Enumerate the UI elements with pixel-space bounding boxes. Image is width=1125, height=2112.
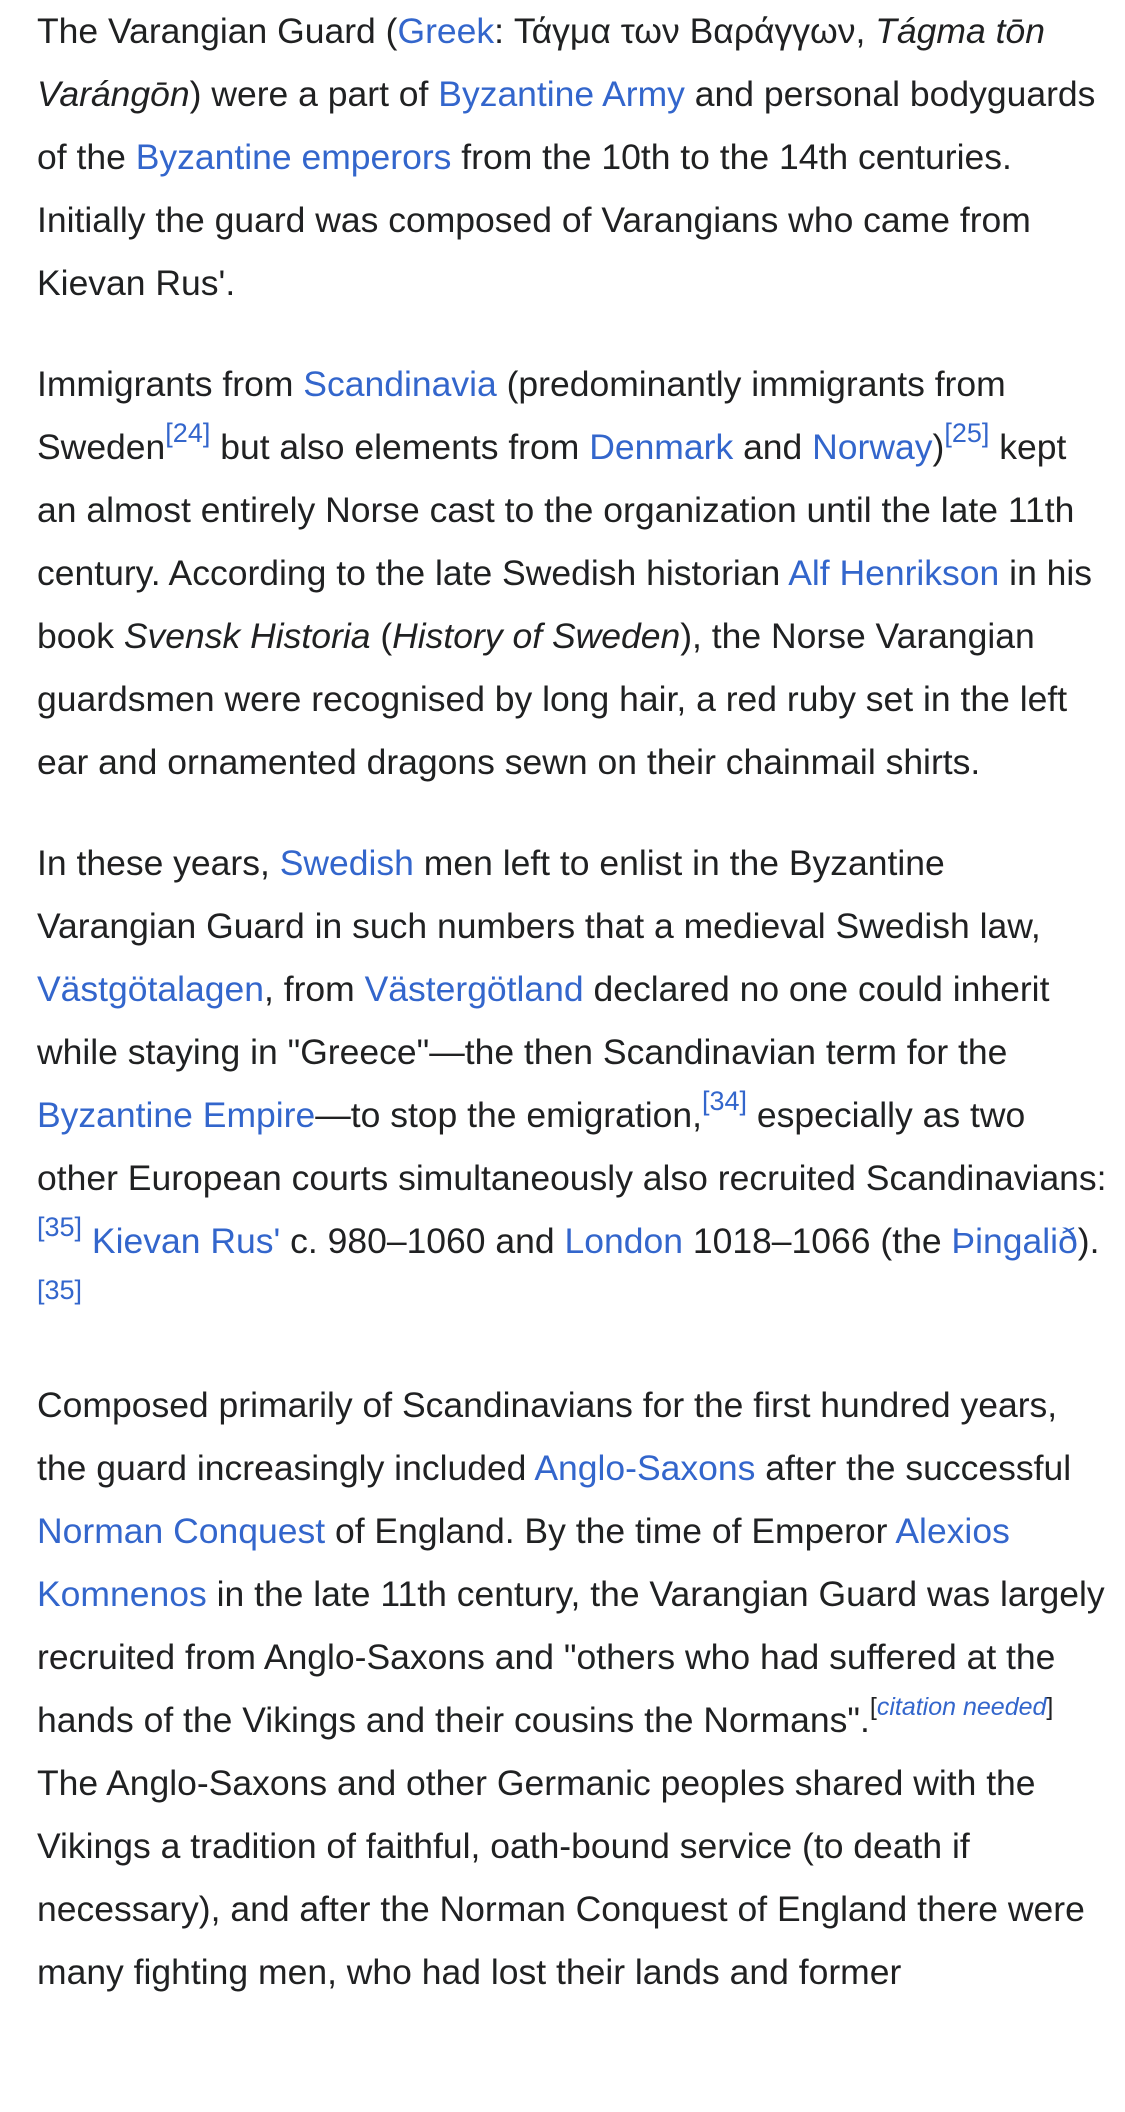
text-run: The Varangian Guard ( — [37, 11, 398, 51]
text-run — [82, 1221, 92, 1261]
text-run: c. 980–1060 and — [280, 1221, 565, 1261]
text-run: ) — [932, 427, 945, 467]
link-vastgotalagen[interactable]: Västgötalagen — [37, 969, 264, 1009]
italic-text: Tágma tōn Varángōn — [37, 11, 1045, 114]
text-run: ( — [370, 616, 393, 656]
paragraph-1 — [37, 0, 1107, 315]
italic-text: History of Sweden — [392, 616, 681, 656]
link-denmark[interactable]: Denmark — [589, 427, 734, 467]
text-run: In these years, — [37, 843, 280, 883]
text-run: men left to enlist in the Byzantine Varangian Guard in such numbers that a medieval Swedish law, — [37, 843, 1041, 946]
link-kievan-rus[interactable]: Kievan Rus' — [91, 1221, 281, 1261]
text-run: ). — [1077, 1221, 1100, 1261]
text-run: ), the Norse Varangian guardsmen were recognised by long hair, a red ruby set in the left ear and ornamented dragons sewn on their chainmail shirts. — [37, 616, 1068, 782]
text-run: from the 10th to the 14th centuries. Initially the guard was composed of Varangians who came from Kievan Rus'. — [37, 137, 1031, 303]
link-byzantine-army[interactable]: Byzantine Army — [438, 74, 685, 114]
text-run: —to stop the emigration, — [315, 1095, 702, 1135]
paragraph-4 — [37, 1374, 1107, 2004]
text-run: kept an almost entirely Norse cast to the organization until the late 11th century. According to the late Swedish historian — [37, 427, 1075, 593]
citation-needed — [870, 1693, 1054, 1721]
citation-25[interactable]: [25] — [944, 418, 990, 448]
link-norway[interactable]: Norway — [812, 427, 933, 467]
link-norman-conquest[interactable]: Norman Conquest — [37, 1511, 326, 1551]
article-body — [37, 0, 1107, 2042]
text-run: The Anglo-Saxons and other Germanic peoples shared with the Vikings a tradition of faithful, oath-bound service (to death if necessary), and after the Norman Conquest of England there were many fighting men, who had lost their lands and former — [37, 1763, 1085, 1992]
text-run: in the late 11th century, the Varangian Guard was largely recruited from Anglo-Saxons and "others who had suffered at the hands of the Vikings and their cousins the Normans". — [37, 1574, 1105, 1740]
link-anglo-saxons[interactable]: Anglo-Saxons — [534, 1448, 756, 1488]
text-run: , from — [264, 969, 365, 1009]
link-byzantine-empire[interactable]: Byzantine Empire — [37, 1095, 316, 1135]
paragraph-3 — [37, 832, 1107, 1336]
italic-text: Svensk Historia — [123, 616, 371, 656]
citation-35[interactable]: [35] — [37, 1212, 83, 1242]
text-run: 1018–1066 (the — [682, 1221, 952, 1261]
link-alexios-komnenos[interactable]: Alexios Komnenos — [37, 1511, 1010, 1614]
text-run: especially as two other European courts simultaneously also recruited Scandinavians: — [37, 1095, 1107, 1198]
citation-35[interactable]: [35] — [37, 1275, 83, 1305]
link-swedish[interactable]: Swedish — [279, 843, 414, 883]
bracket-open: [ — [869, 1693, 877, 1721]
link-alf-henrikson[interactable]: Alf Henrikson — [788, 553, 1000, 593]
text-run: in his book — [37, 553, 1093, 656]
link-byzantine-emperors[interactable]: Byzantine emperors — [135, 137, 452, 177]
text-run: and — [733, 427, 813, 467]
text-run: of England. By the time of Emperor — [325, 1511, 896, 1551]
text-run: but also elements from — [210, 427, 590, 467]
text-run: after the successful — [755, 1448, 1072, 1488]
text-run: : Τάγμα των Βαράγγων, — [494, 11, 876, 51]
text-run: declared no one could inherit while staying in "Greece"—the then Scandinavian term for the — [37, 969, 1050, 1072]
text-run: Immigrants from — [37, 364, 304, 404]
link-london[interactable]: London — [564, 1221, 683, 1261]
citation-34[interactable]: [34] — [701, 1086, 748, 1116]
text-run: and personal bodyguards of the — [37, 74, 1096, 177]
link-vastergotland[interactable]: Västergötland — [364, 969, 584, 1009]
citation-needed-link[interactable]: citation needed — [876, 1693, 1047, 1721]
link-thingalid[interactable]: Þingalið — [951, 1221, 1078, 1261]
text-run: (predominantly immigrants from Sweden — [37, 364, 1006, 467]
text-run: Composed primarily of Scandinavians for the first hundred years, the guard increasingly included — [37, 1385, 1058, 1488]
paragraph-2 — [37, 353, 1107, 794]
link-greek[interactable]: Greek — [397, 11, 495, 51]
text-run: ) were a part of — [189, 74, 439, 114]
link-scandinavia[interactable]: Scandinavia — [303, 364, 497, 404]
citation-24[interactable]: [24] — [165, 418, 211, 448]
bracket-close: ] — [1046, 1693, 1054, 1721]
